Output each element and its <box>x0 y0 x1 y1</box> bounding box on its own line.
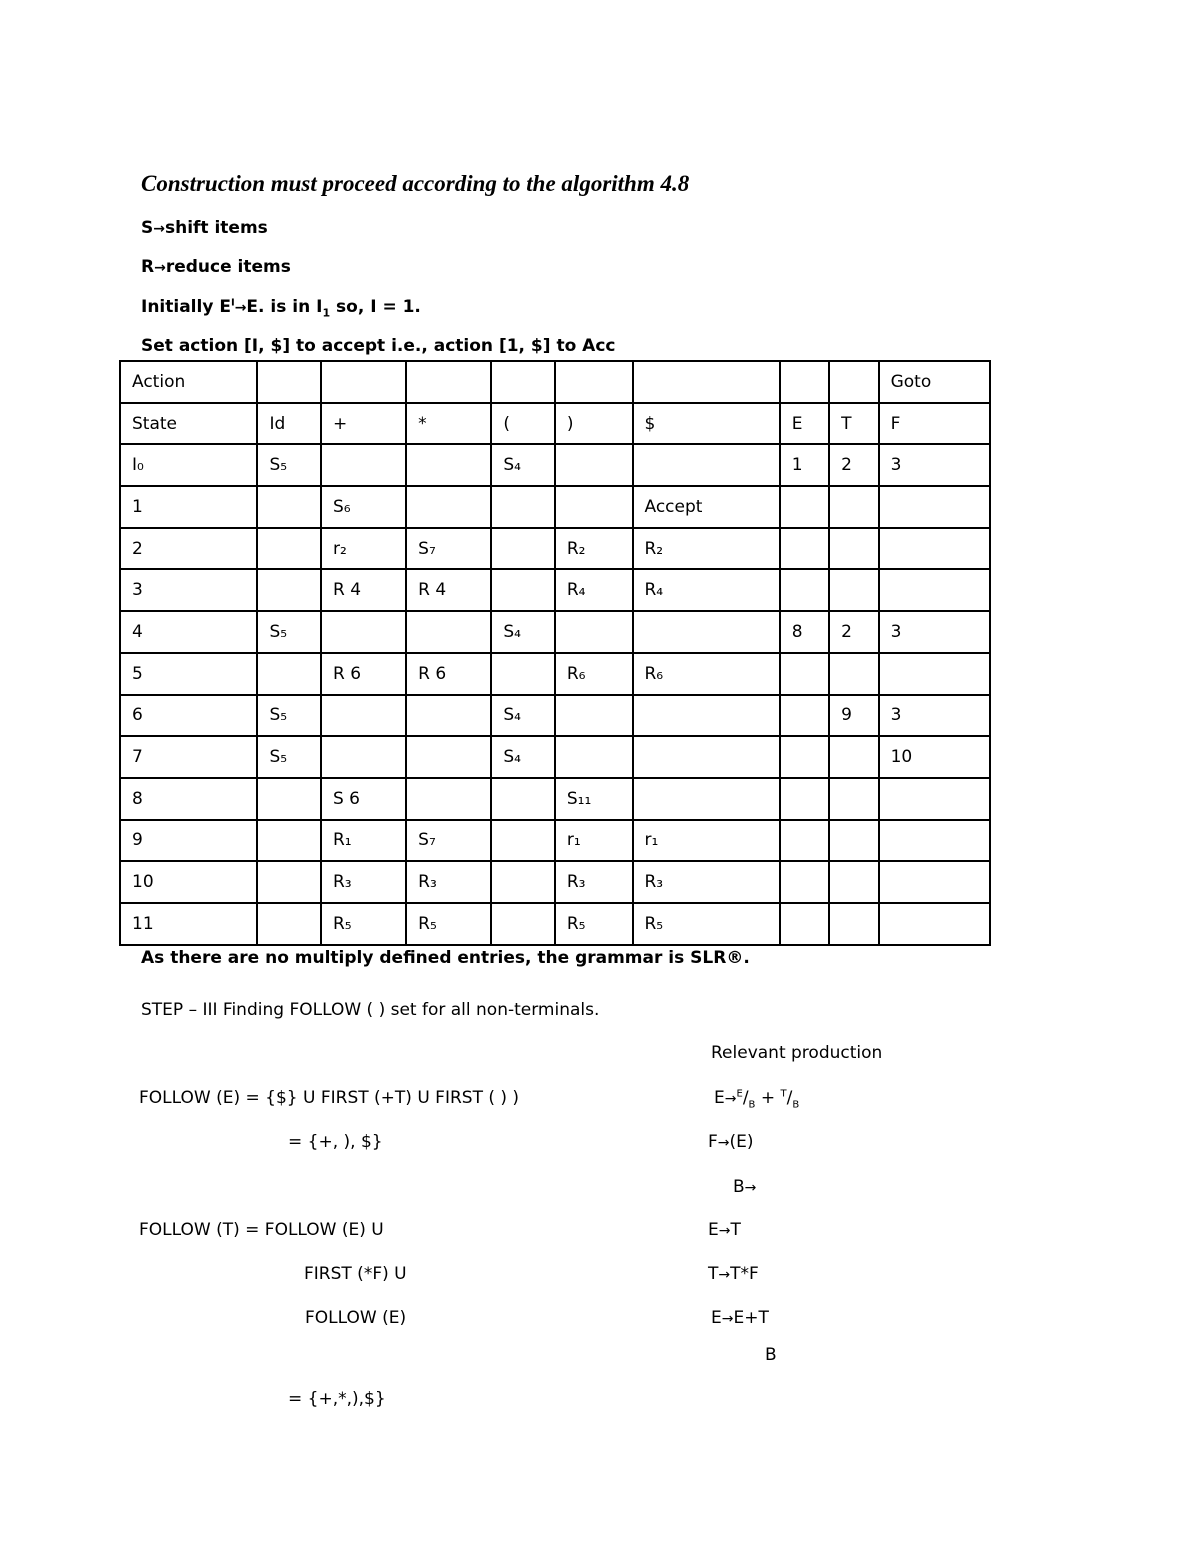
follow-t-line3: FOLLOW (E) <box>305 1308 407 1328</box>
table-cell <box>257 361 321 403</box>
table-row <box>120 778 990 820</box>
arrow-icon: → <box>234 300 247 316</box>
table-cell <box>491 653 555 695</box>
initially-pre: Initially E <box>141 297 231 317</box>
table-cell: 1 <box>120 486 257 528</box>
table-cell <box>491 861 555 903</box>
table-cell <box>780 486 829 528</box>
production-3 <box>733 1177 756 1197</box>
table-cell <box>633 778 780 820</box>
table-cell <box>829 778 878 820</box>
arrow-icon: → <box>153 221 165 237</box>
p2-rhs: (E) <box>729 1132 754 1152</box>
table-cell <box>406 486 491 528</box>
table-cell <box>879 528 990 570</box>
table-cell: 2 <box>120 528 257 570</box>
table-cell <box>829 528 878 570</box>
table-cell <box>780 653 829 695</box>
p4-rhs: T <box>730 1220 741 1240</box>
arrow-icon: → <box>717 1135 730 1151</box>
p1-sup1: E <box>736 1088 743 1100</box>
table-cell <box>555 361 633 403</box>
table-cell <box>633 736 780 778</box>
table-cell <box>633 444 780 486</box>
table-cell: S₅ <box>257 444 321 486</box>
table-cell: R₃ <box>555 861 633 903</box>
table-cell: S₄ <box>491 611 555 653</box>
p1-sup2: T <box>780 1088 787 1100</box>
table-cell <box>491 903 555 945</box>
table-cell <box>406 444 491 486</box>
table-cell: S₄ <box>491 736 555 778</box>
table-cell <box>321 611 406 653</box>
table-cell <box>491 361 555 403</box>
table-cell: R₄ <box>555 569 633 611</box>
table-cell: S₆ <box>321 486 406 528</box>
table-cell <box>829 861 878 903</box>
reduce-text: reduce items <box>165 257 291 277</box>
table-cell: 7 <box>120 736 257 778</box>
table-cell: S 6 <box>321 778 406 820</box>
table-cell <box>321 444 406 486</box>
table-cell <box>555 444 633 486</box>
table-cell: R₂ <box>633 528 780 570</box>
table-cell: 8 <box>120 778 257 820</box>
table-row <box>120 569 990 611</box>
table-row <box>120 903 990 945</box>
p1-slash2: / <box>786 1088 793 1108</box>
table-cell <box>257 820 321 862</box>
production-5 <box>708 1264 759 1284</box>
follow-t-line2: FIRST (*F) U <box>304 1264 407 1284</box>
table-cell: F <box>879 403 990 445</box>
table-cell: R₆ <box>633 653 780 695</box>
table-cell: R₅ <box>406 903 491 945</box>
follow-t-line4: = {+,*,),$} <box>288 1389 386 1409</box>
table-cell: R₅ <box>633 903 780 945</box>
table-cell: 1 <box>780 444 829 486</box>
table-cell <box>829 486 878 528</box>
table-row <box>120 611 990 653</box>
table-cell: 5 <box>120 653 257 695</box>
slr-parsing-table <box>119 360 991 946</box>
table-cell <box>879 820 990 862</box>
table-cell: 3 <box>879 611 990 653</box>
table-cell: 3 <box>120 569 257 611</box>
table-cell: R₂ <box>555 528 633 570</box>
table-cell: S₅ <box>257 611 321 653</box>
arrow-icon: → <box>718 1223 731 1239</box>
table-cell: 9 <box>829 695 878 737</box>
table-row <box>120 736 990 778</box>
table-cell: S₇ <box>406 528 491 570</box>
initially-line <box>141 297 421 319</box>
p1-lhs: E <box>714 1088 725 1108</box>
table-cell <box>555 736 633 778</box>
table-cell <box>879 486 990 528</box>
p3-lhs: B <box>733 1177 745 1197</box>
table-cell: R₃ <box>633 861 780 903</box>
table-cell <box>780 903 829 945</box>
table-cell: R₁ <box>321 820 406 862</box>
shift-lhs: S <box>141 218 154 238</box>
follow-t-line1: FOLLOW (T) = FOLLOW (E) U <box>139 1220 384 1240</box>
table-cell: 3 <box>879 444 990 486</box>
table-cell: 6 <box>120 695 257 737</box>
table-cell: 10 <box>879 736 990 778</box>
table-cell: I₀ <box>120 444 257 486</box>
table-row <box>120 695 990 737</box>
table-cell <box>406 695 491 737</box>
table-cell <box>257 528 321 570</box>
initially-sub: 1 <box>322 306 331 320</box>
table-cell <box>406 611 491 653</box>
table-cell: Id <box>257 403 321 445</box>
table-cell: 11 <box>120 903 257 945</box>
arrow-icon: → <box>744 1180 757 1196</box>
p5-rhs: T*F <box>730 1264 759 1284</box>
production-2 <box>708 1132 754 1152</box>
table-cell: E <box>780 403 829 445</box>
table-cell: R 4 <box>321 569 406 611</box>
table-cell: Accept <box>633 486 780 528</box>
table-cell <box>633 695 780 737</box>
table-cell <box>491 528 555 570</box>
table-cell: 2 <box>829 611 878 653</box>
table-cell <box>257 653 321 695</box>
table-cell <box>829 653 878 695</box>
table-cell: R₃ <box>406 861 491 903</box>
table-cell: State <box>120 403 257 445</box>
table-cell <box>879 861 990 903</box>
initially-post: E. is in I <box>246 297 323 317</box>
table-cell <box>257 903 321 945</box>
prime-mark: I <box>230 297 235 309</box>
table-cell <box>257 486 321 528</box>
table-cell <box>491 569 555 611</box>
table-cell: R 6 <box>406 653 491 695</box>
table-cell <box>491 820 555 862</box>
table-header-row <box>120 361 990 403</box>
table-cell <box>406 736 491 778</box>
table-cell: r₂ <box>321 528 406 570</box>
p5-lhs: T <box>708 1264 719 1284</box>
production-4 <box>708 1220 741 1240</box>
table-row <box>120 528 990 570</box>
table-cell: Goto <box>879 361 990 403</box>
table-cell <box>829 903 878 945</box>
table-cell: r₁ <box>633 820 780 862</box>
follow-e-line1: FOLLOW (E) = {$} U FIRST (+T) U FIRST ( ) ) <box>139 1088 520 1108</box>
table-cell: ) <box>555 403 633 445</box>
table-cell <box>555 611 633 653</box>
table-cell <box>780 736 829 778</box>
table-cell: ( <box>491 403 555 445</box>
table-cell <box>780 361 829 403</box>
step-heading: STEP – III Finding FOLLOW ( ) set for all non-terminals. <box>141 1000 600 1020</box>
table-cell: $ <box>633 403 780 445</box>
table-cell <box>879 778 990 820</box>
shift-items-line <box>141 218 268 238</box>
reduce-lhs: R <box>141 257 155 277</box>
table-cell <box>633 361 780 403</box>
production-7: B <box>765 1345 777 1365</box>
arrow-icon: → <box>724 1091 737 1107</box>
table-cell <box>879 903 990 945</box>
p1-sub2: B <box>792 1099 800 1111</box>
table-cell <box>829 361 878 403</box>
table-cell <box>780 778 829 820</box>
table-cell <box>780 861 829 903</box>
table-cell <box>491 486 555 528</box>
table-cell: R₄ <box>633 569 780 611</box>
table-cell <box>879 569 990 611</box>
table-cell: S₅ <box>257 736 321 778</box>
table-cell <box>555 695 633 737</box>
table-cell: R₃ <box>321 861 406 903</box>
table-cell <box>633 611 780 653</box>
page-heading: Construction must proceed according to the algorithm 4.8 <box>141 171 690 196</box>
table-cell: 3 <box>879 695 990 737</box>
table-row <box>120 486 990 528</box>
table-cell <box>257 861 321 903</box>
initially-tail: so, I = 1. <box>330 297 421 317</box>
table-row <box>120 820 990 862</box>
table-cell <box>879 653 990 695</box>
reduce-items-line <box>141 257 291 277</box>
table-cell <box>257 569 321 611</box>
p2-lhs: F <box>708 1132 718 1152</box>
table-row <box>120 444 990 486</box>
table-cell: R₅ <box>321 903 406 945</box>
table-cell: 4 <box>120 611 257 653</box>
production-1 <box>714 1088 799 1110</box>
table-cell: T <box>829 403 878 445</box>
table-cell: Action <box>120 361 257 403</box>
table-cell <box>780 528 829 570</box>
table-column-row <box>120 403 990 445</box>
p1-sub1: B <box>748 1099 756 1111</box>
table-cell: S₅ <box>257 695 321 737</box>
p6-rhs: E+T <box>733 1308 769 1328</box>
table-cell: * <box>406 403 491 445</box>
table-row <box>120 861 990 903</box>
table-cell <box>321 361 406 403</box>
table-cell: S₁₁ <box>555 778 633 820</box>
table-cell: R₅ <box>555 903 633 945</box>
production-6 <box>711 1308 769 1328</box>
table-cell <box>829 736 878 778</box>
table-cell <box>321 695 406 737</box>
table-cell: S₄ <box>491 695 555 737</box>
table-cell: + <box>321 403 406 445</box>
table-cell <box>829 820 878 862</box>
table-cell <box>491 778 555 820</box>
table-cell: R₆ <box>555 653 633 695</box>
table-cell <box>555 486 633 528</box>
table-cell: 10 <box>120 861 257 903</box>
table-cell: R 4 <box>406 569 491 611</box>
table-cell <box>780 820 829 862</box>
shift-text: shift items <box>164 218 268 238</box>
p6-lhs: E <box>711 1308 722 1328</box>
table-cell <box>406 778 491 820</box>
table-cell: r₁ <box>555 820 633 862</box>
set-action-line: Set action [I, $] to accept i.e., action [1, $] to Acc <box>141 336 616 356</box>
table-row <box>120 653 990 695</box>
follow-e-line2: = {+, ), $} <box>288 1132 383 1152</box>
table-cell: S₇ <box>406 820 491 862</box>
table-cell: R 6 <box>321 653 406 695</box>
table-cell <box>829 569 878 611</box>
conclusion-text: As there are no multiply defined entries, the grammar is SLR®. <box>141 948 750 968</box>
table-cell: 8 <box>780 611 829 653</box>
p1-slash: / <box>742 1088 749 1108</box>
table-cell: 9 <box>120 820 257 862</box>
p4-lhs: E <box>708 1220 719 1240</box>
table-cell: S₄ <box>491 444 555 486</box>
table-cell <box>406 361 491 403</box>
table-cell <box>257 778 321 820</box>
table-cell <box>780 569 829 611</box>
table-cell: 2 <box>829 444 878 486</box>
arrow-icon: → <box>718 1267 731 1283</box>
table-cell <box>780 695 829 737</box>
arrow-icon: → <box>721 1311 734 1327</box>
p1-plus: + <box>755 1088 781 1108</box>
relevant-production-header: Relevant production <box>711 1043 883 1063</box>
table-cell <box>321 736 406 778</box>
arrow-icon: → <box>154 260 166 276</box>
